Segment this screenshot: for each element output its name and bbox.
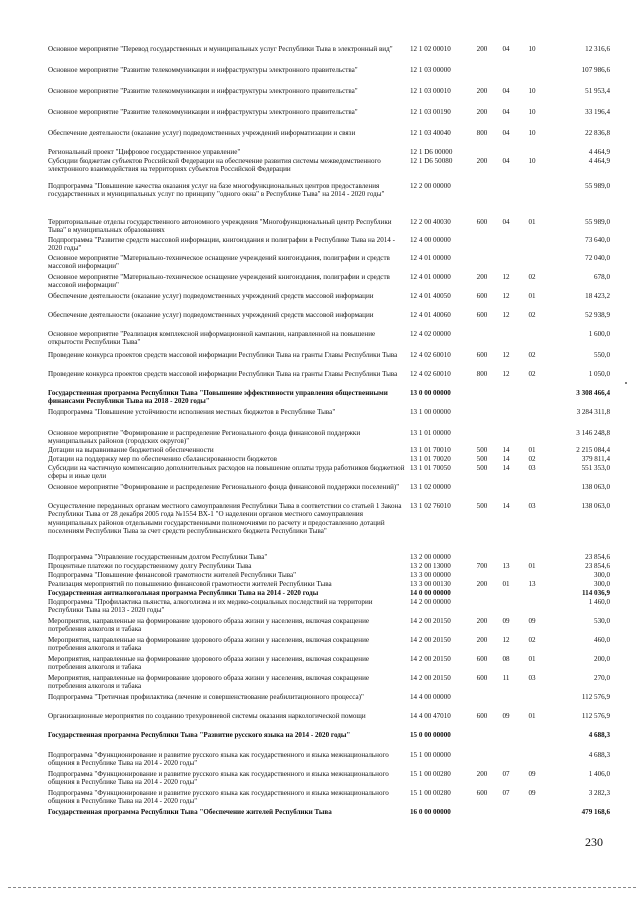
row-code: 12 2 00 00000 bbox=[410, 182, 451, 190]
row-section: 09 bbox=[502, 617, 510, 625]
row-expense-type: 500 bbox=[476, 464, 488, 472]
row-amount: 23 854,6 bbox=[585, 562, 610, 570]
row-subsection: 02 bbox=[528, 351, 536, 359]
row-subsection: 09 bbox=[528, 770, 536, 778]
row-amount: 200,0 bbox=[594, 655, 610, 663]
row-code: 14 4 00 47010 bbox=[410, 712, 451, 720]
row-description: Основное мероприятие "Перевод государственных и муниципальных услуг Республики Тыва в электронный вид" bbox=[48, 45, 393, 53]
row-amount: 530,0 bbox=[594, 617, 610, 625]
row-code: 14 0 00 00000 bbox=[410, 589, 451, 597]
row-section: 12 bbox=[502, 273, 510, 281]
row-description: Дотации на выравнивание бюджетной обеспеченности bbox=[48, 446, 214, 454]
row-subsection: 01 bbox=[528, 655, 536, 663]
row-description: Дотации на поддержку мер по обеспечению сбалансированности бюджетов bbox=[48, 455, 278, 463]
row-subsection: 02 bbox=[528, 273, 536, 281]
row-subsection: 01 bbox=[528, 562, 536, 570]
row-code: 12 1 03 00190 bbox=[410, 108, 451, 116]
row-description: Обеспечение деятельности (оказание услуг) подведомственных учреждений средств массовой информации bbox=[48, 311, 374, 319]
row-section: 14 bbox=[502, 464, 510, 472]
row-code: 14 4 00 00000 bbox=[410, 693, 451, 701]
row-section: 14 bbox=[502, 502, 510, 510]
row-description: Подпрограмма "Функционирование и развитие русского языка как государственного и языка межнационального общения в Республике Тыва на 2014 - 2020 годы" bbox=[48, 789, 389, 806]
row-amount: 3 146 248,8 bbox=[576, 429, 610, 437]
row-expense-type: 600 bbox=[476, 712, 488, 720]
row-subsection: 10 bbox=[528, 129, 536, 137]
row-code: 13 1 01 70020 bbox=[410, 455, 451, 463]
row-code: 14 2 00 20150 bbox=[410, 636, 451, 644]
row-expense-type: 600 bbox=[476, 789, 488, 797]
row-expense-type: 800 bbox=[476, 370, 488, 378]
row-section: 14 bbox=[502, 455, 510, 463]
row-description: Подпрограмма "Развитие средств массовой информации, книгоиздания и полиграфии в Республике Тыва на 2014 - 2020 годы" bbox=[48, 236, 395, 253]
row-expense-type: 200 bbox=[476, 157, 488, 165]
row-amount: 551 353,0 bbox=[581, 464, 610, 472]
row-code: 12 2 00 40030 bbox=[410, 218, 451, 226]
row-subsection: 10 bbox=[528, 45, 536, 53]
row-amount: 72 040,0 bbox=[585, 254, 610, 262]
row-code: 13 0 00 00000 bbox=[410, 389, 451, 397]
row-amount: 460,0 bbox=[594, 636, 610, 644]
row-expense-type: 600 bbox=[476, 218, 488, 226]
row-amount: 379 811,4 bbox=[581, 455, 610, 463]
row-amount: 51 953,4 bbox=[585, 87, 610, 95]
row-code: 14 2 00 20150 bbox=[410, 655, 451, 663]
row-code: 12 4 01 40060 bbox=[410, 311, 451, 319]
row-amount: 479 168,6 bbox=[581, 808, 610, 816]
row-code: 13 2 00 13000 bbox=[410, 562, 451, 570]
row-section: 04 bbox=[502, 129, 510, 137]
row-expense-type: 600 bbox=[476, 655, 488, 663]
row-subsection: 02 bbox=[528, 311, 536, 319]
row-expense-type: 600 bbox=[476, 674, 488, 682]
scan-mark bbox=[625, 382, 627, 384]
row-description: Подпрограмма "Функционирование и развитие русского языка как государственного и языка межнационального общения в Республике Тыва на 2014 - 2020 годы" bbox=[48, 770, 389, 787]
row-description: Подпрограмма "Третичная профилактика (лечение и совершенствование реабилитационного процесса)" bbox=[48, 693, 364, 701]
page-number: 230 bbox=[585, 835, 603, 849]
row-description: Мероприятия, направленные на формирование здорового образа жизни у населения, включая сокращение потребления алкоголя и табака bbox=[48, 636, 370, 653]
row-description: Территориальные отделы государственного автономного учреждения "Многофункциональный центр Республики Тыва" в муниципальных образованиях bbox=[48, 218, 392, 235]
row-code: 12 1 03 40040 bbox=[410, 129, 451, 137]
row-code: 12 4 02 60010 bbox=[410, 351, 451, 359]
row-amount: 1 460,0 bbox=[588, 598, 610, 606]
row-subsection: 09 bbox=[528, 789, 536, 797]
row-description: Обеспечение деятельности (оказание услуг) подведомственных учреждений информатизации и связи bbox=[48, 129, 356, 137]
row-section: 12 bbox=[502, 636, 510, 644]
row-amount: 112 576,9 bbox=[581, 693, 610, 701]
row-code: 13 1 00 00000 bbox=[410, 408, 451, 416]
row-description: Государственная антиалкогольная программа Республики Тыва на 2014 - 2020 годы bbox=[48, 589, 319, 597]
row-expense-type: 500 bbox=[476, 446, 488, 454]
row-expense-type: 200 bbox=[476, 87, 488, 95]
row-description: Основное мероприятие "Развитие телекоммуникации и инфраструктуры электронного правительства" bbox=[48, 87, 358, 95]
row-section: 04 bbox=[502, 108, 510, 116]
row-expense-type: 200 bbox=[476, 580, 488, 588]
row-description: Региональный проект "Цифровое государственное управление" bbox=[48, 148, 241, 156]
row-code: 12 1 03 00010 bbox=[410, 87, 451, 95]
row-code: 13 1 02 00000 bbox=[410, 483, 451, 491]
row-amount: 550,0 bbox=[594, 351, 610, 359]
row-amount: 107 986,6 bbox=[581, 66, 610, 74]
row-subsection: 03 bbox=[528, 674, 536, 682]
row-description: Обеспечение деятельности (оказание услуг) подведомственных учреждений средств массовой информации bbox=[48, 292, 374, 300]
bottom-rule bbox=[8, 887, 636, 888]
row-expense-type: 500 bbox=[476, 455, 488, 463]
row-description: Основное мероприятие "Формирование и распределение Регионального фонда финансовой поддержки муниципальных районов (городских округов)" bbox=[48, 429, 361, 446]
row-expense-type: 200 bbox=[476, 108, 488, 116]
row-amount: 4 688,3 bbox=[588, 731, 610, 739]
row-amount: 55 989,0 bbox=[585, 182, 610, 190]
row-code: 12 1 D6 00000 bbox=[410, 148, 453, 156]
row-code: 12 4 01 00000 bbox=[410, 273, 451, 281]
row-description: Мероприятия, направленные на формирование здорового образа жизни у населения, включая сокращение потребления алкоголя и табака bbox=[48, 674, 370, 691]
row-expense-type: 200 bbox=[476, 617, 488, 625]
row-description: Государственная программа Республики Тыва "Развитие русского языка на 2014 - 2020 годы" bbox=[48, 731, 351, 739]
row-subsection: 01 bbox=[528, 712, 536, 720]
row-code: 12 4 01 00000 bbox=[410, 254, 451, 262]
row-subsection: 01 bbox=[528, 292, 536, 300]
row-amount: 4 464,9 bbox=[588, 157, 610, 165]
row-description: Подпрограмма "Управление государственным долгом Республики Тыва" bbox=[48, 553, 268, 561]
row-expense-type: 600 bbox=[476, 351, 488, 359]
row-amount: 18 423,2 bbox=[585, 292, 610, 300]
row-amount: 33 196,4 bbox=[585, 108, 610, 116]
row-amount: 1 600,0 bbox=[588, 330, 610, 338]
row-section: 09 bbox=[502, 712, 510, 720]
row-amount: 2 215 084,4 bbox=[576, 446, 610, 454]
row-subsection: 10 bbox=[528, 157, 536, 165]
row-code: 13 3 00 00000 bbox=[410, 571, 451, 579]
row-expense-type: 700 bbox=[476, 562, 488, 570]
row-description: Организационные мероприятия по созданию трехуровневой системы оказания наркологической помощи bbox=[48, 712, 366, 720]
row-section: 12 bbox=[502, 311, 510, 319]
row-description: Мероприятия, направленные на формирование здорового образа жизни у населения, включая сокращение потребления алкоголя и табака bbox=[48, 655, 370, 672]
row-section: 11 bbox=[502, 674, 510, 682]
row-expense-type: 200 bbox=[476, 45, 488, 53]
row-amount: 270,0 bbox=[594, 674, 610, 682]
row-amount: 138 063,0 bbox=[581, 483, 610, 491]
row-code: 12 4 02 00000 bbox=[410, 330, 451, 338]
row-amount: 1 050,0 bbox=[588, 370, 610, 378]
row-section: 04 bbox=[502, 87, 510, 95]
row-section: 07 bbox=[502, 789, 510, 797]
row-section: 14 bbox=[502, 446, 510, 454]
row-subsection: 02 bbox=[528, 370, 536, 378]
row-description: Подпрограмма "Профилактика пьянства, алкоголизма и их медико-социальных последствий на территории Республики Тыва на 2013 - 2020 годы" bbox=[48, 598, 373, 615]
row-code: 13 1 01 00000 bbox=[410, 429, 451, 437]
row-amount: 3 284 311,8 bbox=[576, 408, 610, 416]
row-description: Проведение конкурса проектов средств массовой информации Республики Тыва на гранты Главы Республики Тыва bbox=[48, 370, 398, 378]
row-subsection: 10 bbox=[528, 108, 536, 116]
row-description: Осуществление переданных органам местного самоуправления Республики Тыва в соответствии со статьей 1 Закона Республики Тыва от 28 декабря 2005 года №1554 ВХ-1 "О наделении органов местного самоуправления муниципальных районов отдельными государственными полномочиями по расчету и предоставлению дотаций поселениям Республики Тыва за счет средств республиканского бюджета Республики Тыва" bbox=[48, 502, 402, 536]
row-expense-type: 600 bbox=[476, 292, 488, 300]
row-section: 12 bbox=[502, 292, 510, 300]
row-description: Мероприятия, направленные на формирование здорового образа жизни у населения, включая сокращение потребления алкоголя и табака bbox=[48, 617, 370, 634]
row-description: Подпрограмма "Функционирование и развитие русского языка как государственного и языка межнационального общения в Республике Тыва на 2014 - 2020 годы" bbox=[48, 751, 389, 768]
row-section: 07 bbox=[502, 770, 510, 778]
row-description: Процентные платежи по государственному долгу Республики Тыва bbox=[48, 562, 252, 570]
row-section: 01 bbox=[502, 580, 510, 588]
row-description: Основное мероприятие "Развитие телекоммуникации и инфраструктуры электронного правительства" bbox=[48, 108, 358, 116]
row-amount: 300,0 bbox=[594, 580, 610, 588]
row-code: 16 0 00 00000 bbox=[410, 808, 451, 816]
row-amount: 300,0 bbox=[594, 571, 610, 579]
row-code: 14 2 00 00000 bbox=[410, 598, 451, 606]
row-description: Реализация мероприятий по повышению финансовой грамотности жителей Республики Тыва bbox=[48, 580, 332, 588]
row-expense-type: 200 bbox=[476, 273, 488, 281]
row-code: 12 4 01 40050 bbox=[410, 292, 451, 300]
row-description: Основное мероприятие "Реализация комплексной информационной кампании, направленной на повышение открытости Республики Тыва" bbox=[48, 330, 376, 347]
row-code: 12 4 02 60010 bbox=[410, 370, 451, 378]
row-expense-type: 500 bbox=[476, 502, 488, 510]
row-amount: 4 464,9 bbox=[588, 148, 610, 156]
row-amount: 678,0 bbox=[594, 273, 610, 281]
row-section: 04 bbox=[502, 157, 510, 165]
row-description: Подпрограмма "Повышение качества оказания услуг на базе многофункциональных центров предоставления государственных и муниципальных услуг по принципу "одного окна" в Республике Тыва" на 2014 - 2020 годы" bbox=[48, 182, 385, 199]
row-section: 12 bbox=[502, 370, 510, 378]
row-amount: 4 688,3 bbox=[588, 751, 610, 759]
row-amount: 52 938,9 bbox=[585, 311, 610, 319]
row-code: 12 1 D6 50080 bbox=[410, 157, 453, 165]
row-description: Субсидии на частичную компенсацию дополнительных расходов на повышение оплаты труда работников бюджетной сферы и иные цели bbox=[48, 464, 405, 481]
row-amount: 3 282,3 bbox=[588, 789, 610, 797]
row-amount: 22 836,8 bbox=[585, 129, 610, 137]
row-code: 12 1 02 00010 bbox=[410, 45, 451, 53]
row-code: 13 1 01 70050 bbox=[410, 464, 451, 472]
row-section: 08 bbox=[502, 655, 510, 663]
row-expense-type: 800 bbox=[476, 129, 488, 137]
row-subsection: 01 bbox=[528, 446, 536, 454]
row-code: 14 2 00 20150 bbox=[410, 617, 451, 625]
row-code: 15 1 00 00280 bbox=[410, 770, 451, 778]
row-amount: 55 989,0 bbox=[585, 218, 610, 226]
row-subsection: 09 bbox=[528, 617, 536, 625]
row-description: Проведение конкурса проектов средств массовой информации Республики Тыва на гранты Главы Республики Тыва bbox=[48, 351, 398, 359]
row-code: 15 1 00 00000 bbox=[410, 751, 451, 759]
row-code: 13 1 02 76010 bbox=[410, 502, 451, 510]
row-description: Основное мероприятие "Развитие телекоммуникации и инфраструктуры электронного правительства" bbox=[48, 66, 358, 74]
row-amount: 114 036,9 bbox=[582, 589, 610, 597]
row-expense-type: 200 bbox=[476, 636, 488, 644]
row-code: 12 4 00 00000 bbox=[410, 236, 451, 244]
row-amount: 138 063,0 bbox=[581, 502, 610, 510]
row-code: 13 1 01 70010 bbox=[410, 446, 451, 454]
row-code: 12 1 03 00000 bbox=[410, 66, 451, 74]
row-expense-type: 600 bbox=[476, 311, 488, 319]
row-section: 04 bbox=[502, 45, 510, 53]
row-section: 13 bbox=[502, 562, 510, 570]
row-expense-type: 200 bbox=[476, 770, 488, 778]
row-description: Государственная программа Республики Тыва "Повышение эффективности управления общественными финансами Республики Тыва на 2018 - 2020 годы" bbox=[48, 389, 388, 406]
row-section: 04 bbox=[502, 218, 510, 226]
row-subsection: 02 bbox=[528, 455, 536, 463]
row-amount: 1 406,0 bbox=[588, 770, 610, 778]
row-description: Подпрограмма "Повышение финансовой грамотности жителей Республики Тыва" bbox=[48, 571, 297, 579]
row-code: 15 0 00 00000 bbox=[410, 731, 451, 739]
row-amount: 12 316,6 bbox=[585, 45, 610, 53]
row-code: 15 1 00 00280 bbox=[410, 789, 451, 797]
row-code: 14 2 00 20150 bbox=[410, 674, 451, 682]
row-subsection: 03 bbox=[528, 464, 536, 472]
row-code: 13 3 00 00130 bbox=[410, 580, 451, 588]
row-code: 13 2 00 00000 bbox=[410, 553, 451, 561]
row-subsection: 01 bbox=[528, 218, 536, 226]
row-subsection: 10 bbox=[528, 87, 536, 95]
row-description: Основное мероприятие "Формирование и распределение Регионального фонда финансовой поддержки поселений)" bbox=[48, 483, 400, 491]
row-amount: 112 576,9 bbox=[581, 712, 610, 720]
row-description: Подпрограмма "Повышение устойчивости исполнения местных бюджетов в Республике Тыва" bbox=[48, 408, 336, 416]
row-amount: 3 308 466,4 bbox=[576, 389, 610, 397]
row-description: Субсидии бюджетам субъектов Российской Федерации на обеспечение развития системы межведомственного электронного взаимодействия на территориях субъектов Российской Федерации bbox=[48, 157, 381, 174]
row-description: Основное мероприятие "Материально-техническое оснащение учреждений книгоиздания, полиграфии и средств массовой информации" bbox=[48, 254, 390, 271]
row-amount: 23 854,6 bbox=[585, 553, 610, 561]
row-description: Государственная программа Республики Тыва "Обеспечение жителей Республики Тыва bbox=[48, 808, 332, 816]
row-section: 12 bbox=[502, 351, 510, 359]
row-subsection: 03 bbox=[528, 502, 536, 510]
row-subsection: 13 bbox=[528, 580, 536, 588]
row-description: Основное мероприятие "Материально-техническое оснащение учреждений книгоиздания, полиграфии и средств массовой информации" bbox=[48, 273, 390, 290]
row-amount: 73 640,0 bbox=[585, 236, 610, 244]
row-subsection: 02 bbox=[528, 636, 536, 644]
